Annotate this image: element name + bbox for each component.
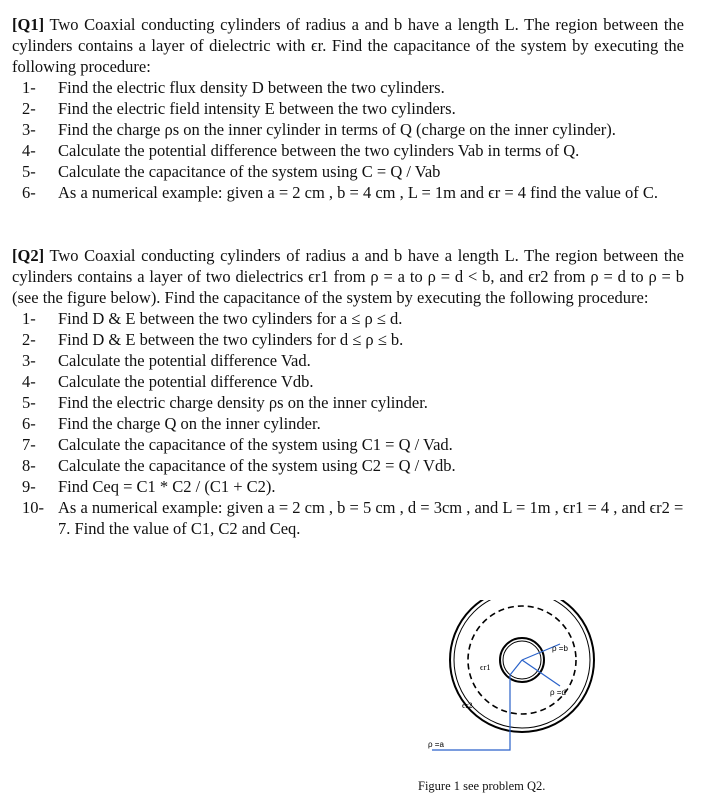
figure-caption: Figure 1 see problem Q2. (418, 779, 546, 793)
q1-step: 2- Find the electric field intensity E between the two cylinders. (22, 99, 456, 118)
radius-a-leader (432, 675, 510, 750)
q2-steps (12, 308, 684, 539)
q1-intro (12, 14, 684, 77)
q2-step: 6- Find the charge Q on the inner cylinder. (22, 414, 321, 433)
outer-conductor (450, 600, 594, 732)
label-rho-d: ρ =d (550, 688, 566, 697)
radius-a-arrow (510, 660, 522, 675)
q1-step: 1- Find the electric flux density D between the two cylinders. (22, 78, 445, 97)
q2-step: 1- Find D & E between the two cylinders for a ≤ ρ ≤ d. (22, 309, 403, 328)
problem-sheet (12, 14, 684, 539)
label-er2: ϵr2 (462, 700, 473, 710)
q2-step: 8- Calculate the capacitance of the system using C2 = Q / Vdb. (22, 456, 456, 475)
q2-step: 9- Find Ceq = C1 * C2 / (C1 + C2). (22, 477, 276, 496)
q1-steps (12, 77, 684, 203)
q2-step: 7- Calculate the capacitance of the system using C1 = Q / Vad. (22, 435, 453, 454)
outer-conductor-inner-edge (454, 600, 590, 728)
q2-step: 3- Calculate the potential difference Vad. (22, 351, 311, 370)
q2-step: 5- Find the electric charge density ρs on the inner cylinder. (22, 393, 428, 412)
q2-step: 2- Find D & E between the two cylinders for d ≤ ρ ≤ b. (22, 330, 404, 349)
q2-step: 10- As a numerical example: given a = 2 cm , b = 5 cm , d = 3cm , and L = 1m , ϵr1 = 4 , and ϵr2 = 7. Find the value of C1, C2 and Ceq. (22, 498, 684, 538)
label-er1: ϵr1 (480, 662, 491, 672)
q2-number: [Q2] (12, 246, 45, 265)
q1-step: 5- Calculate the capacitance of the system using C = Q / Vab (22, 162, 441, 181)
q2-intro-text: Two Coaxial conducting cylinders of radius a and b have a length L. The region between the cylinders contains a layer of two dielectrics ϵr1 from ρ = a to ρ = d < b, and ϵr2 from ρ = d to ρ = b (see the figure below). Find the capacitance of the system by executing the following procedure: (12, 246, 685, 307)
q1-number: [Q1] (12, 15, 45, 34)
q1-intro-text: Two Coaxial conducting cylinders of radius a and b have a length L. The region between the cylinders contains a layer of dielectric with ϵr. Find the capacitance of the system by executing the following procedure: (12, 15, 685, 76)
q1-step: 6- As a numerical example: given a = 2 cm , b = 4 cm , L = 1m and ϵr = 4 find the value of C. (22, 183, 659, 202)
q2-step: 4- Calculate the potential difference Vdb. (22, 372, 314, 391)
q2-intro (12, 245, 684, 308)
label-rho-b: ρ =b (552, 644, 568, 653)
q1-step: 3- Find the charge ρs on the inner cylinder in terms of Q (charge on the inner cylinder). (22, 120, 616, 139)
q1-step: 4- Calculate the potential difference between the two cylinders Vab in terms of Q. (22, 141, 580, 160)
label-rho-a: ρ =a (428, 740, 444, 749)
